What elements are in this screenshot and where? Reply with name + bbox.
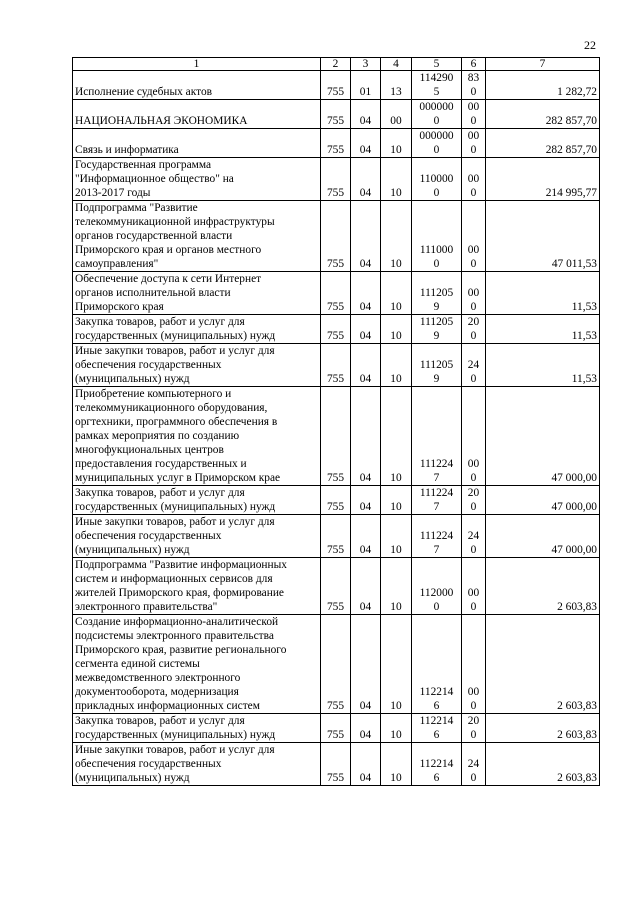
expense-type-code: 00 0 <box>462 129 486 158</box>
target-article-code: 112000 0 <box>412 558 462 615</box>
subsection-code: 10 <box>381 272 412 315</box>
target-article-code: 111224 7 <box>412 486 462 515</box>
section-code: 04 <box>351 615 381 714</box>
admin-code: 755 <box>321 387 351 486</box>
subsection-code: 10 <box>381 486 412 515</box>
amount: 11,53 <box>486 272 600 315</box>
table-row <box>73 515 600 558</box>
row-name: Связь и информатика <box>73 129 321 158</box>
target-article-code: 111224 7 <box>412 515 462 558</box>
row-name: Обеспечение доступа к сети Интернет органов исполнительной власти Приморского края <box>73 272 321 315</box>
amount: 47 000,00 <box>486 486 600 515</box>
expense-type-code: 00 0 <box>462 558 486 615</box>
target-article-code: 112214 6 <box>412 714 462 743</box>
subsection-code: 10 <box>381 158 412 201</box>
admin-code: 755 <box>321 515 351 558</box>
section-code: 01 <box>351 71 381 100</box>
expense-type-code: 20 0 <box>462 714 486 743</box>
admin-code: 755 <box>321 486 351 515</box>
table-row <box>73 71 600 100</box>
header-row <box>73 58 600 71</box>
section-code: 04 <box>351 387 381 486</box>
expense-type-code: 00 0 <box>462 100 486 129</box>
target-article-code: 111000 0 <box>412 201 462 272</box>
admin-code: 755 <box>321 714 351 743</box>
target-article-code: 000000 0 <box>412 100 462 129</box>
page-number: 22 <box>584 38 596 52</box>
row-name: Закупка товаров, работ и услуг для государственных (муниципальных) нужд <box>73 714 321 743</box>
admin-code: 755 <box>321 615 351 714</box>
admin-code: 755 <box>321 201 351 272</box>
target-article-code: 111205 9 <box>412 272 462 315</box>
row-name: НАЦИОНАЛЬНАЯ ЭКОНОМИКА <box>73 100 321 129</box>
section-code: 04 <box>351 515 381 558</box>
expense-type-code: 00 0 <box>462 272 486 315</box>
admin-code: 755 <box>321 71 351 100</box>
table-row <box>73 315 600 344</box>
column-header-2: 2 <box>321 58 351 71</box>
subsection-code: 13 <box>381 71 412 100</box>
subsection-code: 10 <box>381 558 412 615</box>
section-code: 04 <box>351 558 381 615</box>
budget-table <box>72 57 600 786</box>
amount: 2 603,83 <box>486 743 600 786</box>
target-article-code: 110000 0 <box>412 158 462 201</box>
target-article-code: 114290 5 <box>412 71 462 100</box>
section-code: 04 <box>351 714 381 743</box>
row-name: Приобретение компьютерного и телекоммуникационного оборудования, оргтехники, программного обеспечения в рамках мероприятия по созданию многофукциональных центров предоставления государственных и муниципальных услуг в Приморском крае <box>73 387 321 486</box>
section-code: 04 <box>351 201 381 272</box>
table-row <box>73 387 600 486</box>
subsection-code: 10 <box>381 344 412 387</box>
expense-type-code: 24 0 <box>462 515 486 558</box>
subsection-code: 10 <box>381 315 412 344</box>
row-name: Подпрограмма "Развитие информационных систем и информационных сервисов для жителей Приморского края, формирование электронного правительства" <box>73 558 321 615</box>
expense-type-code: 24 0 <box>462 344 486 387</box>
table-row <box>73 100 600 129</box>
table-row <box>73 743 600 786</box>
row-name: Закупка товаров, работ и услуг для государственных (муниципальных) нужд <box>73 486 321 515</box>
row-name: Исполнение судебных актов <box>73 71 321 100</box>
column-header-5: 5 <box>412 58 462 71</box>
expense-type-code: 83 0 <box>462 71 486 100</box>
row-name: Закупка товаров, работ и услуг для государственных (муниципальных) нужд <box>73 315 321 344</box>
section-code: 04 <box>351 129 381 158</box>
section-code: 04 <box>351 315 381 344</box>
amount: 47 000,00 <box>486 515 600 558</box>
subsection-code: 10 <box>381 201 412 272</box>
expense-type-code: 20 0 <box>462 486 486 515</box>
amount: 11,53 <box>486 344 600 387</box>
row-name: Иные закупки товаров, работ и услуг для обеспечения государственных (муниципальных) нужд <box>73 743 321 786</box>
section-code: 04 <box>351 158 381 201</box>
section-code: 04 <box>351 100 381 129</box>
column-header-4: 4 <box>381 58 412 71</box>
table-row <box>73 558 600 615</box>
amount: 282 857,70 <box>486 129 600 158</box>
column-header-3: 3 <box>351 58 381 71</box>
subsection-code: 10 <box>381 129 412 158</box>
subsection-code: 10 <box>381 615 412 714</box>
table-row <box>73 129 600 158</box>
admin-code: 755 <box>321 743 351 786</box>
subsection-code: 10 <box>381 515 412 558</box>
section-code: 04 <box>351 743 381 786</box>
section-code: 04 <box>351 272 381 315</box>
row-name: Создание информационно-аналитической подсистемы электронного правительства Приморского края, развитие регионального сегмента единой системы межведомственного электронного документооборота, модернизация прикладных информационных систем <box>73 615 321 714</box>
amount: 2 603,83 <box>486 714 600 743</box>
column-header-6: 6 <box>462 58 486 71</box>
target-article-code: 111205 9 <box>412 344 462 387</box>
row-name: Государственная программа "Информационное общество" на 2013-2017 годы <box>73 158 321 201</box>
row-name: Иные закупки товаров, работ и услуг для обеспечения государственных (муниципальных) нужд <box>73 515 321 558</box>
target-article-code: 111205 9 <box>412 315 462 344</box>
amount: 47 011,53 <box>486 201 600 272</box>
amount: 282 857,70 <box>486 100 600 129</box>
table-row <box>73 201 600 272</box>
amount: 47 000,00 <box>486 387 600 486</box>
admin-code: 755 <box>321 100 351 129</box>
admin-code: 755 <box>321 558 351 615</box>
amount: 2 603,83 <box>486 615 600 714</box>
table-row <box>73 615 600 714</box>
admin-code: 755 <box>321 344 351 387</box>
target-article-code: 112214 6 <box>412 743 462 786</box>
expense-type-code: 00 0 <box>462 615 486 714</box>
column-header-1: 1 <box>73 58 321 71</box>
expense-type-code: 20 0 <box>462 315 486 344</box>
admin-code: 755 <box>321 272 351 315</box>
target-article-code: 000000 0 <box>412 129 462 158</box>
section-code: 04 <box>351 486 381 515</box>
section-code: 04 <box>351 344 381 387</box>
admin-code: 755 <box>321 315 351 344</box>
subsection-code: 00 <box>381 100 412 129</box>
row-name: Иные закупки товаров, работ и услуг для обеспечения государственных (муниципальных) нужд <box>73 344 321 387</box>
subsection-code: 10 <box>381 387 412 486</box>
expense-type-code: 00 0 <box>462 387 486 486</box>
amount: 11,53 <box>486 315 600 344</box>
admin-code: 755 <box>321 158 351 201</box>
expense-type-code: 24 0 <box>462 743 486 786</box>
subsection-code: 10 <box>381 714 412 743</box>
table-row <box>73 272 600 315</box>
table-body <box>73 71 600 786</box>
amount: 214 995,77 <box>486 158 600 201</box>
amount: 2 603,83 <box>486 558 600 615</box>
subsection-code: 10 <box>381 743 412 786</box>
table-row <box>73 344 600 387</box>
table-row <box>73 486 600 515</box>
target-article-code: 111224 7 <box>412 387 462 486</box>
expense-type-code: 00 0 <box>462 201 486 272</box>
table-row <box>73 714 600 743</box>
expense-type-code: 00 0 <box>462 158 486 201</box>
target-article-code: 112214 6 <box>412 615 462 714</box>
amount: 1 282,72 <box>486 71 600 100</box>
column-header-7: 7 <box>486 58 600 71</box>
admin-code: 755 <box>321 129 351 158</box>
row-name: Подпрограмма "Развитие телекоммуникационной инфраструктуры органов государственной власти Приморского края и органов местного самоуправления" <box>73 201 321 272</box>
table-row <box>73 158 600 201</box>
